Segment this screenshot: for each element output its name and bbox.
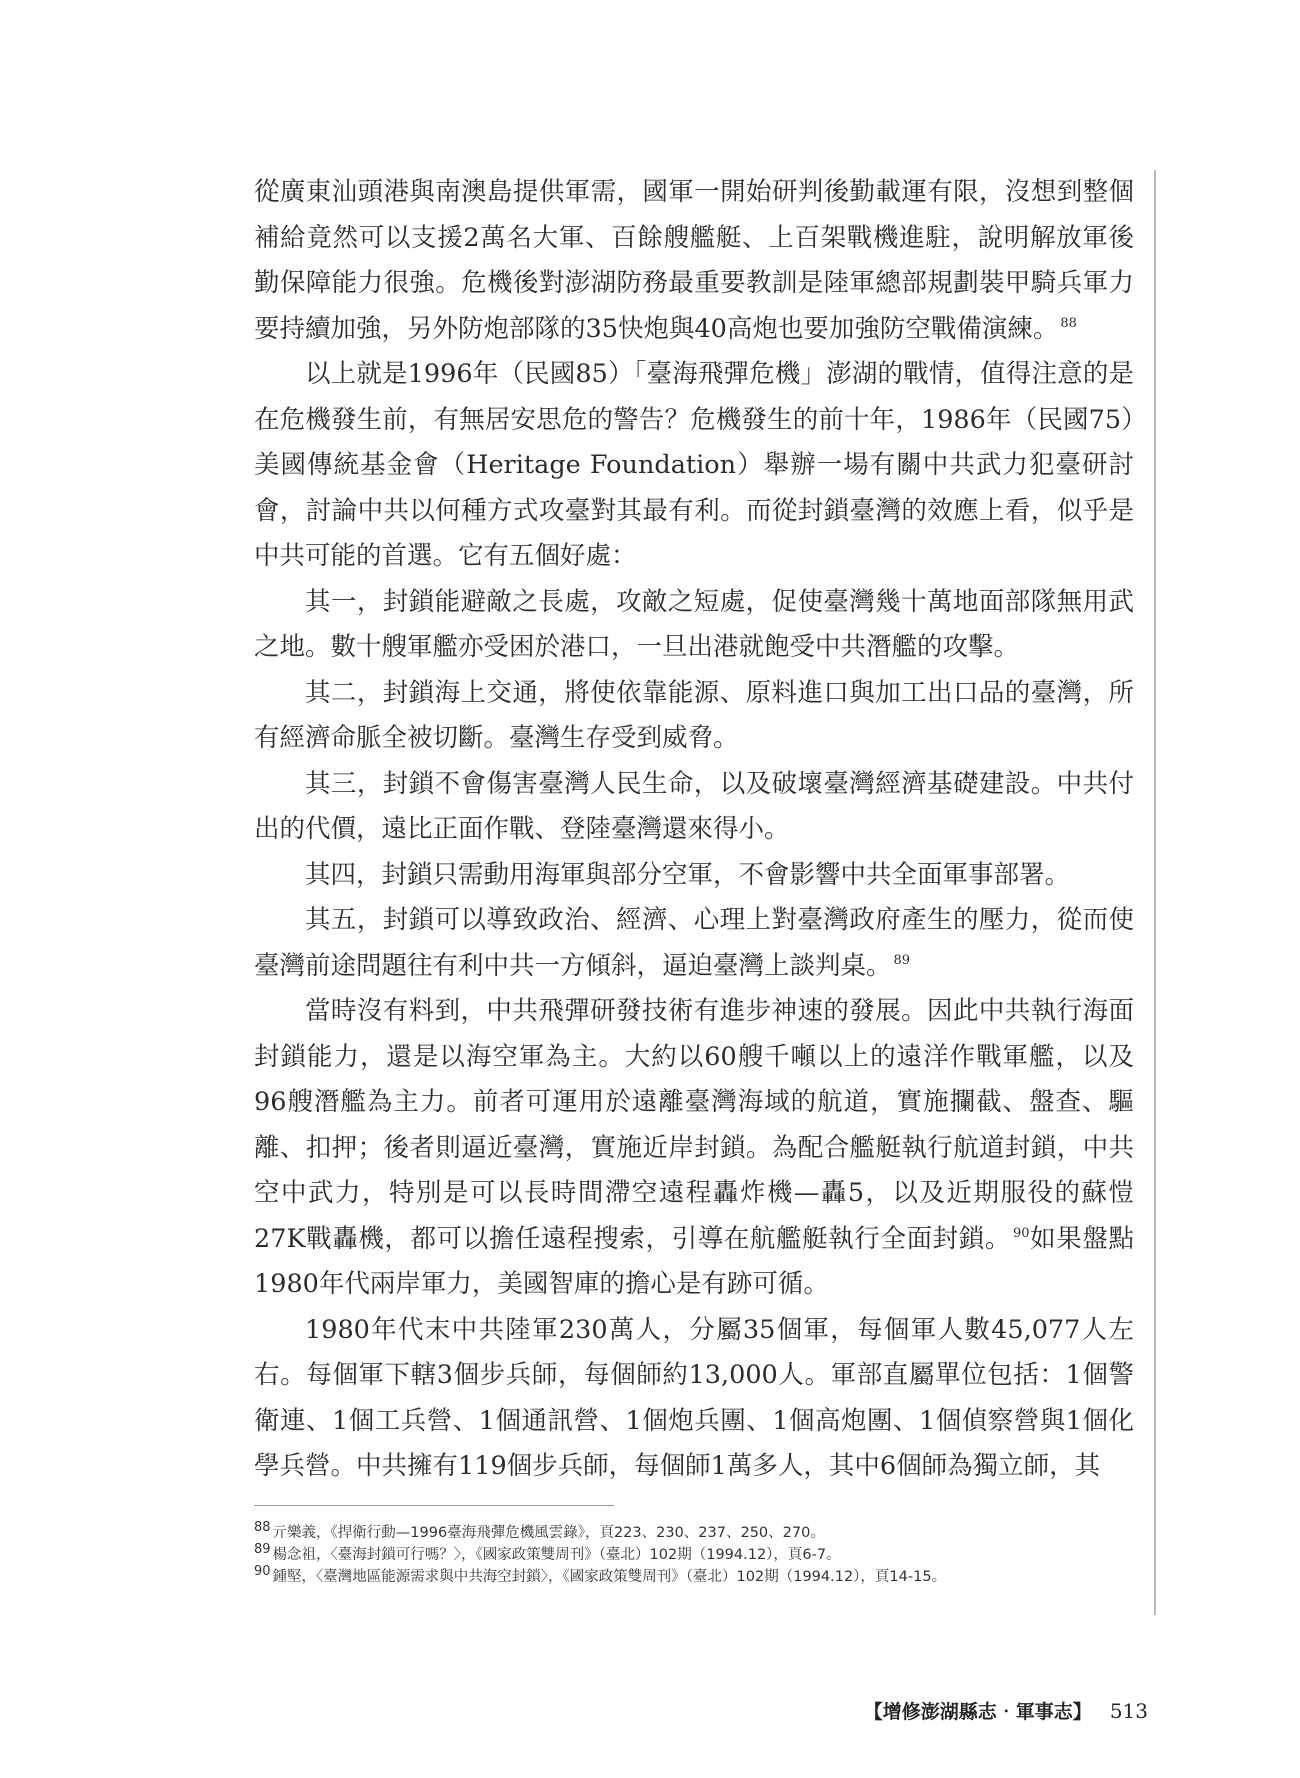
footnote-88 [254,1522,1134,1544]
paragraph-9 [254,1308,1134,1490]
paragraph-3 [254,580,1134,671]
paragraph-4 [254,671,1134,762]
running-footer [864,1697,1148,1724]
paragraph-9-text: 1980年代末中共陸軍230萬人，分屬35個軍，每個軍人數45,077人左右。每個軍下轄3個步兵師，每個師約13,000人。軍部直屬單位包括：1個警衛連、1個工兵營、1個通訊營、1個炮兵團、1個高炮團、1個偵察營與1個化學兵營。中共擁有119個步兵師，每個師1萬多人，其中6個師為獨立師，其 [254,1314,1134,1481]
footnote-text: 鍾堅，〈臺灣地區能源需求與中共海空封鎖〉，《國家政策雙周刊》（臺北）102期（1994.12），頁14-15。 [272,1569,947,1585]
margin-rule [1154,170,1156,1615]
paragraph-2 [254,352,1134,580]
footnote-ref-88[interactable]: 88 [1060,316,1077,331]
paragraph-4-text: 其二，封鎖海上交通，將使依靠能源、原料進口與加工出口品的臺灣，所有經濟命脈全被切斷。臺灣生存受到威脅。 [254,677,1134,753]
page-number: 513 [1109,1699,1148,1723]
footnote-text: 楊念祖，〈臺海封鎖可行嗎？〉，《國家政策雙周刊》（臺北）102期（1994.12），頁6-7。 [272,1547,841,1563]
paragraph-6 [254,853,1134,899]
paragraph-7-text: 其五，封鎖可以導致政治、經濟、心理上對臺灣政府產生的壓力，從而使臺灣前途問題往有利中共一方傾斜，逼迫臺灣上談判桌。 [254,905,1134,981]
footnote-divider [254,1505,614,1506]
footnote-text: 亓樂義，《捍衛行動—1996臺海飛彈危機風雲錄》，頁223、230、237、250、270。 [272,1525,825,1541]
footnote-90 [254,1566,1134,1588]
body-text [254,170,1134,1490]
paragraph-8-tail: 如果盤點1980年代兩岸軍力，美國智庫的擔心是有跡可循。 [254,1223,1134,1299]
paragraph-5 [254,762,1134,853]
footnote-89 [254,1544,1134,1566]
paragraph-2-text: 以上就是1996年（民國85）「臺海飛彈危機」澎湖的戰情，值得注意的是在危機發生前，有無居安思危的警告？危機發生的前十年，1986年（民國75）美國傳統基金會（Heritage Foundation）舉辦一場有關中共武力犯臺研討會，討論中共以何種方式攻臺對其最有利。而從封鎖臺灣的效應上看，似乎是中共可能的首選。它有五個好處： [254,359,1134,571]
footnote-number: 90 [254,1564,271,1580]
book-title: 【增修澎湖縣志‧軍事志】 [863,1701,1092,1723]
paragraph-1-text: 從廣東汕頭港與南澳島提供軍需，國軍一開始研判後勤載運有限，沒想到整個補給竟然可以支援2萬名大軍、百餘艘艦艇、上百架戰機進駐，說明解放軍後勤保障能力很強。危機後對澎湖防務最重要教訓是陸軍總部規劃裝甲騎兵軍力要持續加強，另外防炮部隊的35快炮與40高炮也要加強防空戰備演練。 [254,177,1134,344]
paragraph-3-text: 其一，封鎖能避敵之長處，攻敵之短處，促使臺灣幾十萬地面部隊無用武之地。數十艘軍艦亦受困於港口，一旦出港就飽受中共潛艦的攻擊。 [254,586,1134,662]
footnote-number: 88 [254,1520,271,1536]
footnote-number: 89 [254,1542,271,1558]
paragraph-6-text: 其四，封鎖只需動用海軍與部分空軍，不會影響中共全面軍事部署。 [305,859,1071,890]
footnote-ref-89[interactable]: 89 [893,953,911,968]
paragraph-1 [254,170,1134,352]
paragraph-7 [254,898,1134,989]
footnote-ref-90[interactable]: 90 [1013,1226,1030,1241]
paragraph-8-text: 當時沒有料到，中共飛彈研發技術有進步神速的發展。因此中共執行海面封鎖能力，還是以海空軍為主。大約以60艘千噸以上的遠洋作戰軍艦，以及96艘潛艦為主力。前者可運用於遠離臺灣海域的航道，實施攔截、盤查、驅離、扣押；後者則逼近臺灣，實施近岸封鎖。為配合艦艇執行航道封鎖，中共空中武力，特別是可以長時間滯空遠程轟炸機—轟5，以及近期服役的蘇愷27K戰轟機，都可以擔任遠程搜索，引導在航艦艇執行全面封鎖。 [254,996,1134,1254]
footnotes [254,1522,1134,1588]
paragraph-5-text: 其三，封鎖不會傷害臺灣人民生命，以及破壞臺灣經濟基礎建設。中共付出的代價，遠比正面作戰、登陸臺灣還來得小。 [254,768,1134,844]
paragraph-8 [254,989,1134,1308]
